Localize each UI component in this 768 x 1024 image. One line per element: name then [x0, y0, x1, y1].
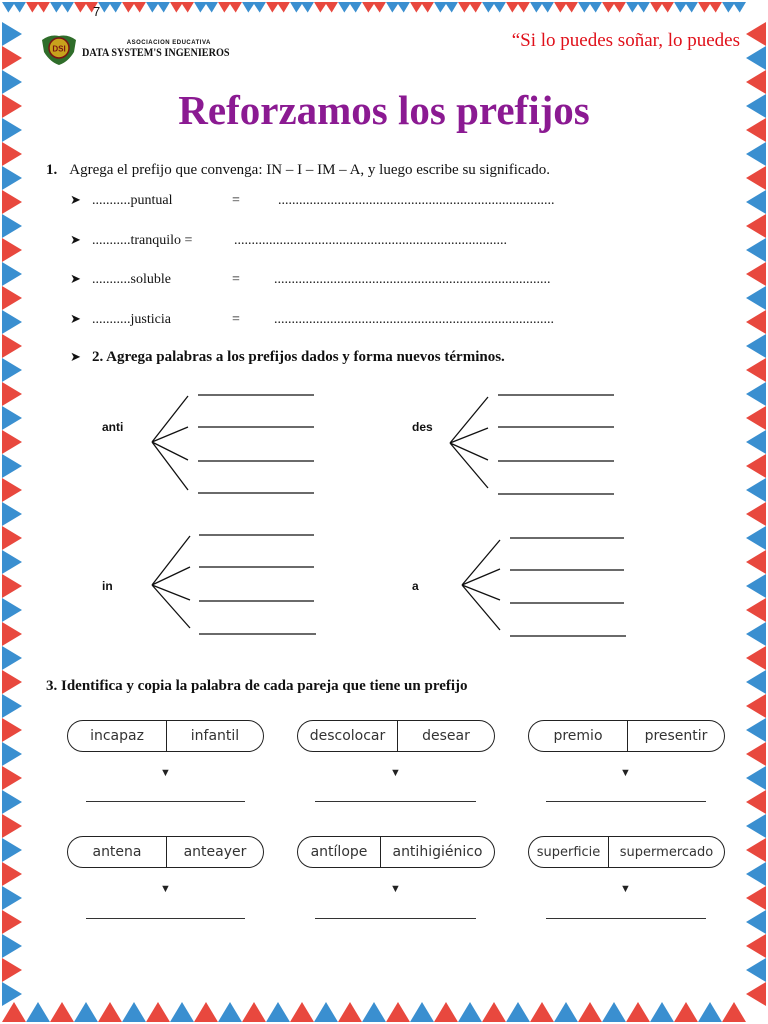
pair-word-left: antena: [68, 837, 167, 867]
logo-name: DATA SYSTEM'S INGENIEROS: [82, 45, 230, 59]
branch-lines: [152, 535, 316, 634]
answer-line: [315, 801, 476, 802]
equals-sign: =: [232, 193, 240, 208]
pointer-down-icon: ▼: [160, 767, 171, 779]
pair-word-right: desear: [422, 728, 470, 744]
word-pair: [67, 836, 264, 868]
question-1-prompt: Agrega el prefijo que convenga: IN – I – IM – A, y luego escribe su significado.: [69, 162, 550, 178]
arrowhead-bullet-icon: ➤: [70, 271, 81, 286]
pair-word-right: infantil: [190, 728, 240, 744]
word-pair: [528, 720, 725, 752]
prefix-word: ...........puntual: [92, 193, 173, 208]
word-pair: [528, 836, 725, 868]
pair-word-right: anteayer: [183, 844, 247, 860]
equals-sign: =: [232, 312, 240, 327]
word-pair: [297, 836, 495, 868]
meaning-dots: ................................................................................: [274, 312, 554, 327]
prefix-word: ...........soluble: [92, 272, 171, 287]
pair-word-right: supermercado: [619, 844, 714, 860]
emblem-initials: DSI: [52, 44, 66, 54]
pointer-down-icon: ▼: [390, 883, 401, 895]
word-pair: [67, 720, 264, 752]
branch-lines: [450, 395, 614, 494]
branch-lines: [462, 538, 626, 636]
pair-word-left: incapaz: [68, 721, 167, 751]
question-1-number: 1.: [46, 162, 58, 178]
word-pair: [297, 720, 495, 752]
answer-line: [315, 918, 476, 919]
pair-word-right: presentir: [644, 728, 708, 744]
answer-line: [86, 801, 245, 802]
arrowhead-bullet-icon: ➤: [70, 311, 81, 326]
pair-word-left: descolocar: [298, 721, 398, 751]
pair-word-right: antihigiénico: [392, 844, 483, 860]
pointer-down-icon: ▼: [160, 883, 171, 895]
branch-lines: [152, 395, 314, 493]
arrowhead-bullet-icon: ➤: [70, 232, 81, 247]
prefix-label-anti: anti: [102, 420, 124, 434]
prefix-word: ...........justicia: [92, 312, 171, 327]
motto: “Si lo puedes soñar, lo puedes: [511, 30, 740, 51]
prefix-label-in: in: [102, 579, 113, 593]
pair-word-left: premio: [529, 721, 628, 751]
meaning-dots: ...............................................................................: [274, 272, 551, 287]
pointer-down-icon: ▼: [390, 767, 401, 779]
pointer-down-icon: ▼: [620, 767, 631, 779]
question-2-prompt: 2. Agrega palabras a los prefijos dados y forma nuevos términos.: [92, 349, 505, 365]
pointer-down-icon: ▼: [620, 883, 631, 895]
prefix-word: ...........tranquilo =: [92, 233, 193, 248]
arrowhead-bullet-icon: ➤: [70, 192, 81, 207]
answer-line: [546, 918, 706, 919]
equals-sign: =: [232, 272, 240, 287]
prefix-label-a: a: [412, 579, 419, 593]
meaning-dots: ..............................................................................: [234, 233, 507, 248]
page-number: 7: [93, 4, 101, 19]
arrowhead-bullet-icon: ➤: [70, 349, 81, 364]
pair-word-left: superficie: [529, 837, 609, 867]
answer-line: [86, 918, 245, 919]
prefix-label-des: des: [412, 420, 433, 434]
meaning-dots: ...............................................................................: [278, 193, 555, 208]
pair-word-left: antílope: [298, 837, 381, 867]
logo-subtitle: ASOCIACION EDUCATIVA: [126, 40, 211, 46]
answer-line: [546, 801, 706, 802]
question-3-prompt: 3. Identifica y copia la palabra de cada pareja que tiene un prefijo: [46, 678, 468, 694]
page-title: Reforzamos los prefijos: [178, 87, 590, 133]
